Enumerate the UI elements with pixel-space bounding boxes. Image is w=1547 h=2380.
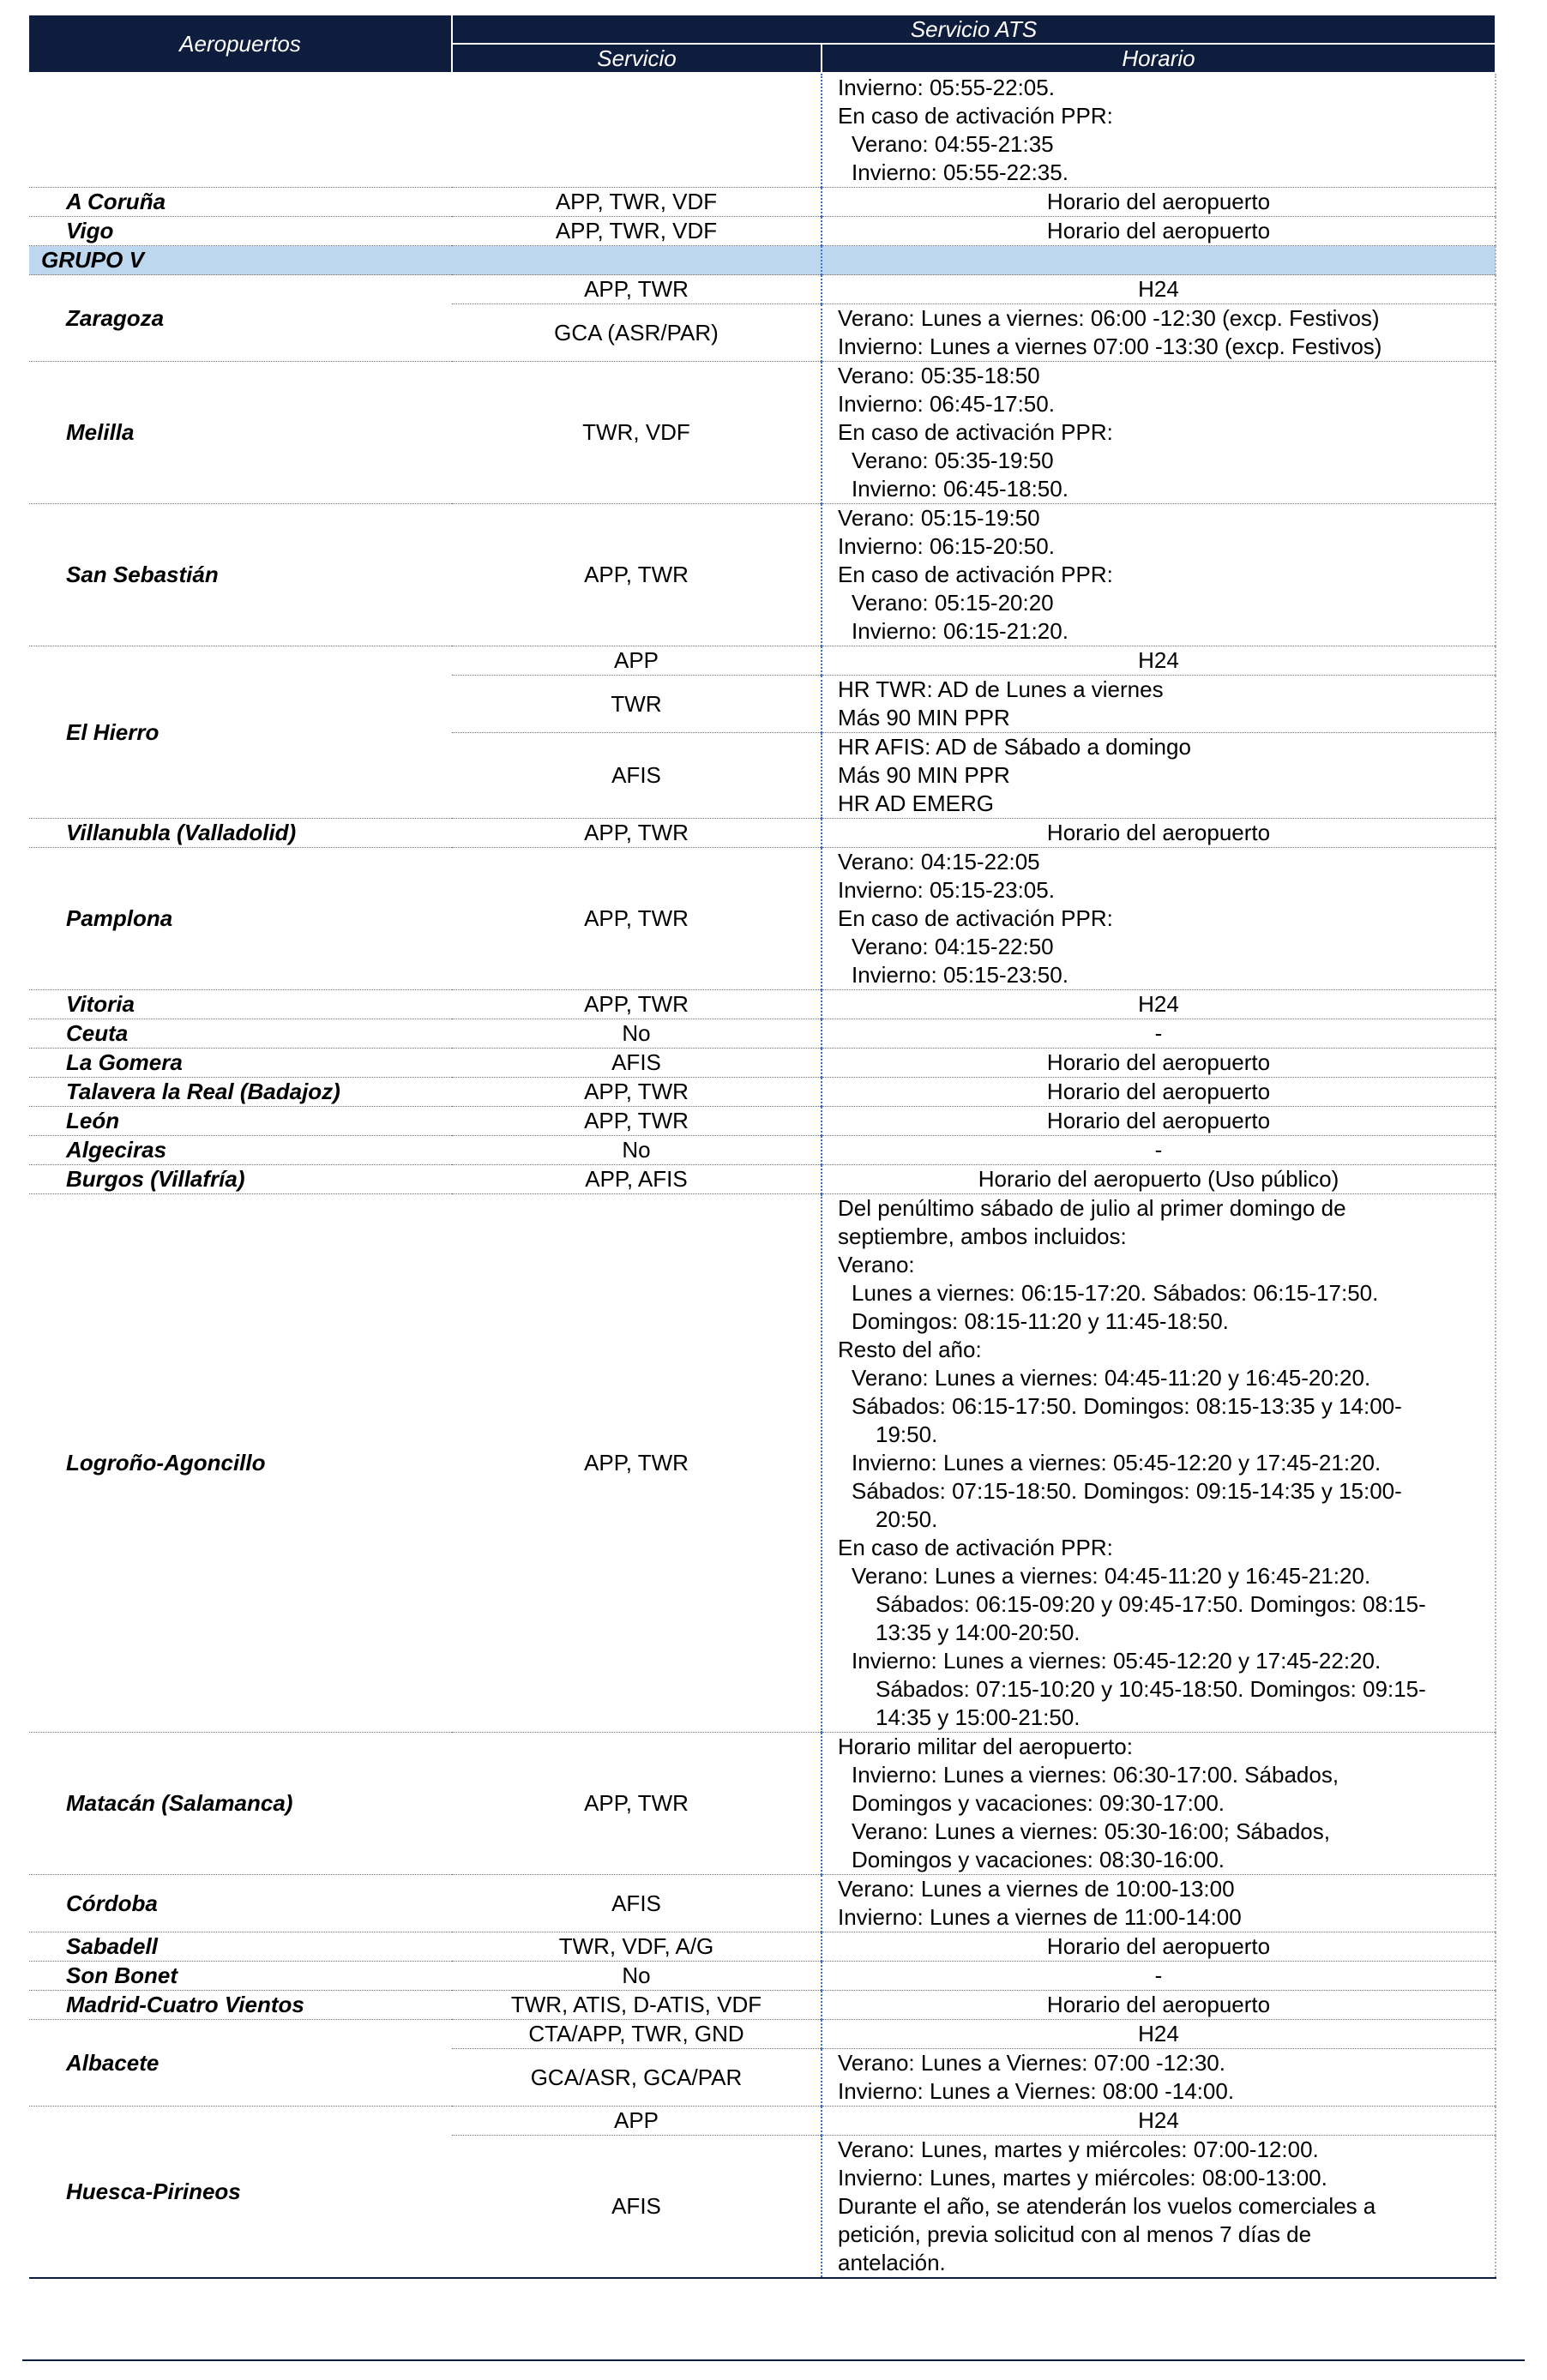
hours-line: Invierno: 05:55-22:35. (852, 159, 1068, 185)
service-cell: APP, TWR (452, 848, 822, 990)
hours-line: Horario del aeropuerto (1046, 1108, 1271, 1133)
hours-line: Verano: 05:35-18:50 (838, 363, 1040, 388)
hours-line: En caso de activación PPR: (838, 1535, 1113, 1560)
table-row (29, 1107, 1496, 1136)
table-row (29, 1875, 1496, 1932)
service-cell: TWR, VDF (452, 362, 822, 504)
service-cell: TWR, ATIS, D-ATIS, VDF (452, 1991, 822, 2020)
hours-line: Horario del aeropuerto (1046, 1992, 1271, 2017)
hours-line: En caso de activación PPR: (838, 905, 1113, 931)
hours-line: Verano: Lunes a viernes de 10:00-13:00 (838, 1876, 1235, 1902)
hours-line: Verano: 04:15-22:50 (852, 934, 1054, 959)
header-hours: Horario (822, 44, 1496, 73)
airport-cell: Zaragoza (29, 275, 452, 362)
airport-cell: Vitoria (29, 990, 452, 1019)
airport-cell: La Gomera (29, 1049, 452, 1078)
hours-line: Horario del aeropuerto (1046, 1079, 1271, 1104)
service-cell: GCA/ASR, GCA/PAR (452, 2049, 822, 2107)
hours-line: Invierno: 06:45-17:50. (838, 391, 1055, 417)
airport-cell: Burgos (Villafría) (29, 1165, 452, 1194)
header-airports: Aeropuertos (29, 15, 452, 73)
hours-line: Más 90 MIN PPR (838, 762, 1010, 788)
hours-line: Invierno: 06:45-18:50. (852, 476, 1068, 502)
group-row (29, 246, 1496, 275)
hours-line: Del penúltimo sábado de julio al primer domingo de (838, 1195, 1346, 1221)
airport-cell: Pamplona (29, 848, 452, 990)
table-row (29, 362, 1496, 504)
hours-line: Verano: Lunes, martes y miércoles: 07:00-12:00. (838, 2137, 1319, 2162)
hours-line: - (1154, 1962, 1163, 1988)
hours-cell (822, 646, 1496, 676)
hours-line: petición, previa solicitud con al menos 7 días de (838, 2221, 1312, 2247)
service-cell: APP, TWR (452, 1078, 822, 1107)
hours-line: Horario del aeropuerto (1046, 820, 1271, 845)
hours-line: Invierno: Lunes a viernes: 05:45-12:20 y 17:45-22:20. (852, 1648, 1381, 1674)
group-cell (822, 246, 1496, 275)
service-cell (452, 73, 822, 188)
hours-cell (822, 1107, 1496, 1136)
hours-line: Verano: 04:15-22:05 (838, 849, 1040, 874)
hours-cell (822, 2020, 1496, 2049)
hours-cell (822, 733, 1496, 819)
hours-line: Resto del año: (838, 1337, 982, 1362)
airport-cell: Villanubla (Valladolid) (29, 819, 452, 848)
hours-line: Invierno: Lunes a viernes de 11:00-14:00 (838, 1904, 1242, 1930)
airport-cell: Albacete (29, 2020, 452, 2107)
hours-line: H24 (1138, 2107, 1179, 2133)
table-row (29, 1991, 1496, 2020)
table-row (29, 504, 1496, 646)
group-cell (452, 246, 822, 275)
hours-line: En caso de activación PPR: (838, 419, 1113, 445)
hours-cell (822, 1165, 1496, 1194)
hours-cell (822, 1932, 1496, 1962)
table-row (29, 2107, 1496, 2136)
hours-cell (822, 1875, 1496, 1932)
hours-line: Sábados: 07:15-18:50. Domingos: 09:15-14:35 y 15:00- (852, 1478, 1402, 1504)
service-cell: APP, TWR (452, 1194, 822, 1733)
service-cell: APP (452, 646, 822, 676)
hours-line: Horario del aeropuerto (1046, 189, 1271, 214)
hours-cell (822, 1019, 1496, 1049)
hours-line: Verano: 05:35-19:50 (852, 448, 1054, 473)
hours-line: HR TWR: AD de Lunes a viernes (838, 676, 1164, 702)
hours-line: Invierno: Lunes a viernes 07:00 -13:30 (excp. Festivos) (838, 334, 1382, 359)
hours-line: Invierno: Lunes a Viernes: 08:00 -14:00. (838, 2078, 1235, 2104)
service-cell: APP, TWR (452, 990, 822, 1019)
table-row (29, 1049, 1496, 1078)
hours-cell (822, 1733, 1496, 1875)
hours-line: Sábados: 07:15-10:20 y 10:45-18:50. Domingos: 09:15- (876, 1676, 1426, 1702)
hours-cell (822, 2107, 1496, 2136)
hours-cell (822, 362, 1496, 504)
airport-cell: El Hierro (29, 646, 452, 819)
hours-line: H24 (1138, 647, 1179, 673)
airport-cell: Vigo (29, 217, 452, 246)
hours-line: Invierno: Lunes, martes y miércoles: 08:00-13:00. (838, 2165, 1327, 2191)
airport-cell: Algeciras (29, 1136, 452, 1165)
table-row (29, 819, 1496, 848)
hours-cell (822, 676, 1496, 733)
hours-cell (822, 275, 1496, 304)
group-label: GRUPO V (29, 246, 452, 275)
hours-line: Verano: Lunes a viernes: 04:45-11:20 y 16:45-21:20. (852, 1563, 1371, 1589)
hours-line: Verano: Lunes a Viernes: 07:00 -12:30. (838, 2050, 1225, 2076)
hours-line: - (1154, 1137, 1163, 1163)
hours-line: Verano: 05:15-19:50 (838, 505, 1040, 531)
service-cell: No (452, 1136, 822, 1165)
airport-cell: Melilla (29, 362, 452, 504)
airport-cell: Logroño-Agoncillo (29, 1194, 452, 1733)
table-row (29, 1078, 1496, 1107)
hours-line: 14:35 y 15:00-21:50. (876, 1704, 1080, 1730)
hours-cell (822, 2049, 1496, 2107)
hours-line: Domingos: 08:15-11:20 y 11:45-18:50. (852, 1308, 1229, 1334)
hours-line: Invierno: Lunes a viernes: 05:45-12:20 y 17:45-21:20. (852, 1450, 1381, 1475)
hours-line: Verano: Lunes a viernes: 06:00 -12:30 (excp. Festivos) (838, 305, 1380, 331)
table-header (29, 15, 1496, 73)
table-row (29, 646, 1496, 676)
table-row (29, 990, 1496, 1019)
airport-cell: Sabadell (29, 1932, 452, 1962)
table-row (29, 1136, 1496, 1165)
hours-line: 19:50. (876, 1421, 938, 1447)
hours-line: Sábados: 06:15-09:20 y 09:45-17:50. Domingos: 08:15- (876, 1591, 1426, 1617)
hours-cell (822, 848, 1496, 990)
hours-line: Invierno: 05:15-23:05. (838, 877, 1055, 903)
airport-cell (29, 73, 452, 188)
hours-line: Domingos y vacaciones: 08:30-16:00. (852, 1847, 1225, 1872)
hours-cell (822, 1991, 1496, 2020)
table-row (29, 217, 1496, 246)
service-cell: TWR (452, 676, 822, 733)
table-row (29, 2020, 1496, 2049)
ats-services-table-page (29, 14, 1496, 2279)
airport-cell: Ceuta (29, 1019, 452, 1049)
hours-line: Verano: Lunes a viernes: 05:30-16:00; Sábados, (852, 1818, 1330, 1844)
hours-cell (822, 819, 1496, 848)
hours-line: HR AFIS: AD de Sábado a domingo (838, 734, 1191, 760)
hours-line: Verano: 05:15-20:20 (852, 590, 1054, 616)
hours-line: Sábados: 06:15-17:50. Domingos: 08:15-13:35 y 14:00- (852, 1393, 1402, 1419)
ats-services-table (29, 14, 1496, 2279)
hours-cell (822, 1078, 1496, 1107)
hours-cell (822, 217, 1496, 246)
header-service: Servicio (452, 44, 822, 73)
service-cell: APP, TWR (452, 819, 822, 848)
service-cell: No (452, 1019, 822, 1049)
hours-cell (822, 304, 1496, 362)
service-cell: APP, TWR, VDF (452, 188, 822, 217)
table-row (29, 275, 1496, 304)
airport-cell: San Sebastián (29, 504, 452, 646)
table-row (29, 1194, 1496, 1733)
hours-line: Horario del aeropuerto (Uso público) (978, 1166, 1339, 1192)
service-cell: APP, TWR, VDF (452, 217, 822, 246)
footer-rule (22, 2359, 1525, 2361)
service-cell: APP (452, 2107, 822, 2136)
airport-cell: A Coruña (29, 188, 452, 217)
hours-cell (822, 1962, 1496, 1991)
table-row (29, 848, 1496, 990)
hours-line: antelación. (838, 2250, 946, 2275)
hours-line: septiembre, ambos incluidos: (838, 1223, 1127, 1249)
hours-line: Horario militar del aeropuerto: (838, 1734, 1133, 1759)
service-cell: APP, AFIS (452, 1165, 822, 1194)
table-row (29, 1019, 1496, 1049)
hours-line: H24 (1138, 276, 1179, 302)
hours-line: Invierno: 05:55-22:05. (838, 75, 1055, 100)
service-cell: GCA (ASR/PAR) (452, 304, 822, 362)
hours-line: H24 (1138, 2021, 1179, 2046)
service-cell: APP, TWR (452, 504, 822, 646)
service-cell: No (452, 1962, 822, 1991)
hours-cell (822, 2136, 1496, 2279)
airport-cell: Madrid-Cuatro Vientos (29, 1991, 452, 2020)
airport-cell: León (29, 1107, 452, 1136)
hours-line: - (1154, 1020, 1163, 1046)
table-row (29, 188, 1496, 217)
hours-cell (822, 990, 1496, 1019)
table-row (29, 1733, 1496, 1875)
hours-cell (822, 1049, 1496, 1078)
hours-line: Horario del aeropuerto (1046, 1049, 1271, 1075)
hours-line: Invierno: 06:15-21:20. (852, 618, 1068, 644)
hours-line: 13:35 y 14:00-20:50. (876, 1620, 1080, 1645)
service-cell: AFIS (452, 1049, 822, 1078)
hours-line: Invierno: 05:15-23:50. (852, 962, 1068, 988)
hours-cell (822, 1136, 1496, 1165)
airport-cell: Talavera la Real (Badajoz) (29, 1078, 452, 1107)
hours-cell (822, 73, 1496, 188)
service-cell: AFIS (452, 733, 822, 819)
service-cell: APP, TWR (452, 1107, 822, 1136)
service-cell: AFIS (452, 1875, 822, 1932)
table-row (29, 1165, 1496, 1194)
table-body (29, 73, 1496, 2278)
table-row (29, 1932, 1496, 1962)
hours-line: HR AD EMERG (838, 790, 995, 816)
header-ats-service: Servicio ATS (452, 15, 1496, 44)
hours-line: 20:50. (876, 1506, 938, 1532)
hours-line: H24 (1138, 991, 1179, 1017)
hours-line: Durante el año, se atenderán los vuelos comerciales a (838, 2193, 1376, 2219)
table-row (29, 1962, 1496, 1991)
service-cell: CTA/APP, TWR, GND (452, 2020, 822, 2049)
hours-line: Más 90 MIN PPR (838, 705, 1010, 730)
service-cell: APP, TWR (452, 1733, 822, 1875)
service-cell: TWR, VDF, A/G (452, 1932, 822, 1962)
hours-line: Horario del aeropuerto (1046, 218, 1271, 243)
airport-cell: Huesca-Pirineos (29, 2107, 452, 2279)
hours-line: Invierno: Lunes a viernes: 06:30-17:00. Sábados, (852, 1762, 1339, 1788)
airport-cell: Matacán (Salamanca) (29, 1733, 452, 1875)
hours-line: Verano: Lunes a viernes: 04:45-11:20 y 16:45-20:20. (852, 1365, 1371, 1391)
hours-line: Lunes a viernes: 06:15-17:20. Sábados: 06:15-17:50. (852, 1280, 1379, 1306)
hours-cell (822, 1194, 1496, 1733)
hours-cell (822, 504, 1496, 646)
hours-line: En caso de activación PPR: (838, 103, 1113, 129)
table-row (29, 73, 1496, 188)
service-cell: APP, TWR (452, 275, 822, 304)
hours-line: Invierno: 06:15-20:50. (838, 533, 1055, 559)
hours-line: Horario del aeropuerto (1046, 1933, 1271, 1959)
airport-cell: Son Bonet (29, 1962, 452, 1991)
hours-line: Domingos y vacaciones: 09:30-17:00. (852, 1790, 1225, 1816)
hours-line: En caso de activación PPR: (838, 562, 1113, 587)
airport-cell: Córdoba (29, 1875, 452, 1932)
hours-line: Verano: 04:55-21:35 (852, 131, 1054, 157)
service-cell: AFIS (452, 2136, 822, 2279)
hours-line: Verano: (838, 1252, 915, 1277)
hours-cell (822, 188, 1496, 217)
